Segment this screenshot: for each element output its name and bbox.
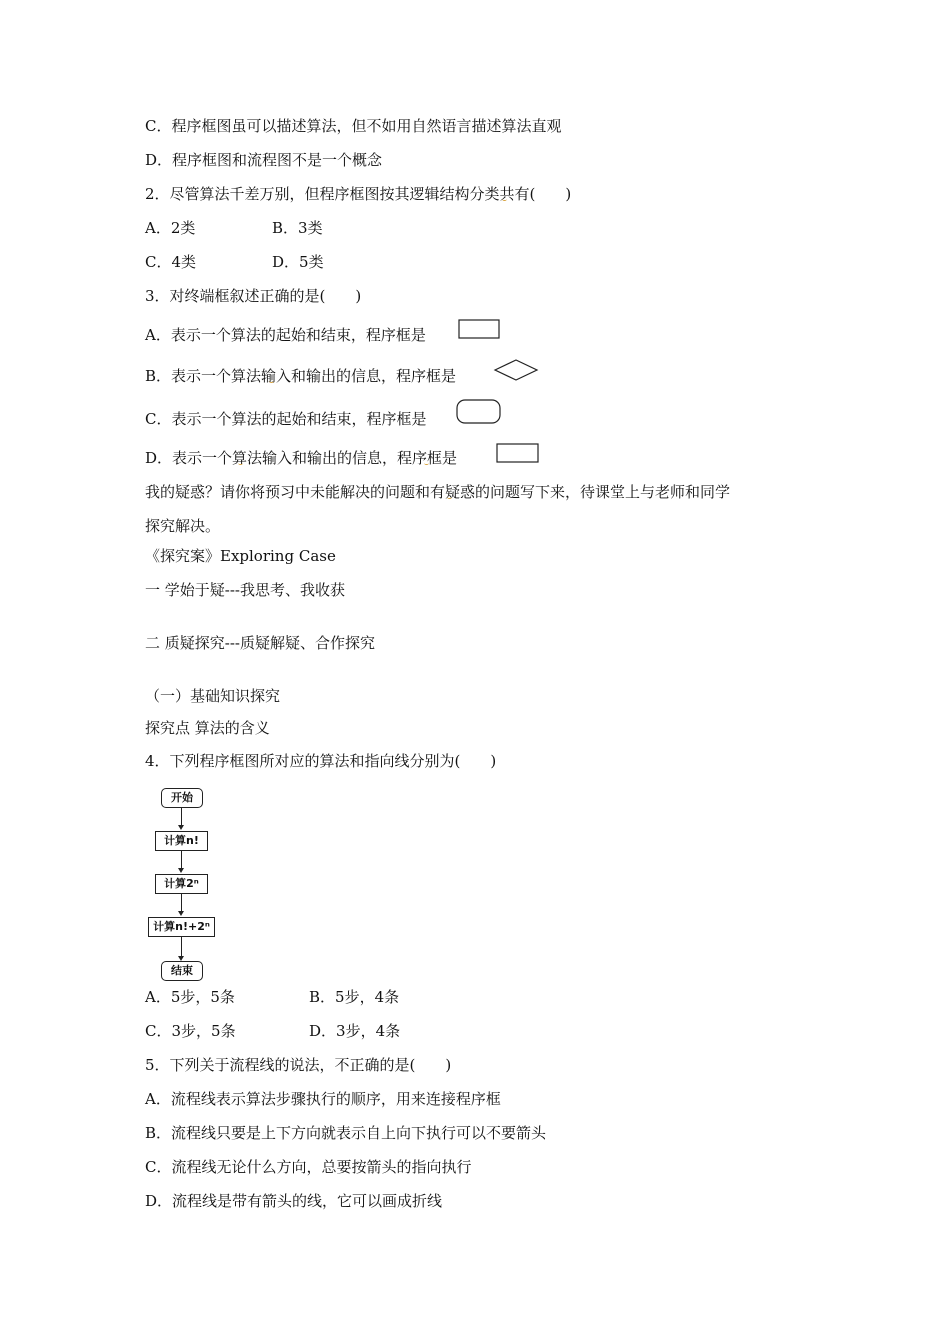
q5-option-c: C．流程线无论什么方向，总要按箭头的指向执行 (145, 1158, 472, 1176)
rectangle-box-icon (496, 443, 542, 465)
edit-mark-icon (238, 461, 243, 465)
edit-mark-icon (502, 197, 507, 201)
edit-mark-icon (424, 461, 429, 465)
flowchart-step-sum: 计算n!+2ⁿ (148, 917, 215, 937)
explore-point-heading: 探究点 算法的含义 (145, 719, 270, 737)
flowchart-end: 结束 (161, 961, 203, 981)
q2-option-a: A．2类 (145, 219, 196, 237)
q4-option-d: D．3步，4条 (309, 1022, 401, 1040)
section-1-heading: 一 学始于疑---我思考、我收获 (145, 581, 345, 599)
q3-option-d: D．表示一个算法输入和输出的信息，程序框是 (145, 449, 458, 467)
exploring-case-heading: 《探究案》Exploring Case (145, 547, 336, 565)
flow-line (181, 937, 182, 957)
question-4: 4．下列程序框图所对应的算法和指向线分别为( ) (145, 752, 497, 770)
question-2: 2．尽管算法千差万别，但程序框图按其逻辑结构分类共有( ) (145, 185, 572, 203)
doubt-prompt-line1: 我的疑惑？请你将预习中未能解决的问题和有疑惑的问题写下来，待课堂上与老师和同学 (145, 483, 731, 501)
q5-option-d: D．流程线是带有箭头的线，它可以画成折线 (145, 1192, 443, 1210)
q4-option-a: A．5步，5条 (145, 988, 235, 1006)
flowchart-step-factorial: 计算n! (155, 831, 208, 851)
question-3: 3．对终端框叙述正确的是( ) (145, 287, 362, 305)
option-d-prev: D．程序框图和流程图不是一个概念 (145, 151, 383, 169)
doubt-prompt-line2: 探究解决。 (145, 517, 221, 535)
edit-mark-icon (269, 379, 274, 383)
q4-option-c: C．3步，5条 (145, 1022, 236, 1040)
q3-option-a: A．表示一个算法的起始和结束，程序框是 (145, 326, 426, 344)
q3-option-b: B．表示一个算法输入和输出的信息，程序框是 (145, 367, 457, 385)
arrow-head-icon (178, 911, 184, 916)
q2-option-c: C．4类 (145, 253, 197, 271)
arrow-head-icon (178, 825, 184, 830)
rounded-terminal-box-icon (456, 399, 504, 427)
edit-mark-icon (447, 495, 452, 499)
q5-option-b: B．流程线只要是上下方向就表示自上向下执行可以不要箭头 (145, 1124, 547, 1142)
flow-line (181, 808, 182, 826)
flowchart-start: 开始 (161, 788, 203, 808)
flowchart-step-power: 计算2ⁿ (155, 874, 208, 894)
q2-option-d: D．5类 (272, 253, 324, 271)
flow-line (181, 894, 182, 912)
option-c-prev: C．程序框图虽可以描述算法，但不如用自然语言描述算法直观 (145, 117, 562, 135)
q5-option-a: A．流程线表示算法步骤执行的顺序，用来连接程序框 (145, 1090, 501, 1108)
q2-option-b: B．3类 (272, 219, 323, 237)
section-2-heading: 二 质疑探究---质疑解疑、合作探究 (145, 634, 375, 652)
rectangle-box-icon (458, 319, 502, 341)
q4-option-b: B．5步，4条 (309, 988, 400, 1006)
question-5: 5．下列关于流程线的说法，不正确的是( ) (145, 1056, 452, 1074)
subsection-basic-knowledge: （一）基础知识探究 (145, 687, 281, 705)
q3-option-c: C．表示一个算法的起始和结束，程序框是 (145, 410, 427, 428)
arrow-head-icon (178, 868, 184, 873)
flow-line (181, 851, 182, 869)
diamond-box-icon (493, 358, 541, 384)
